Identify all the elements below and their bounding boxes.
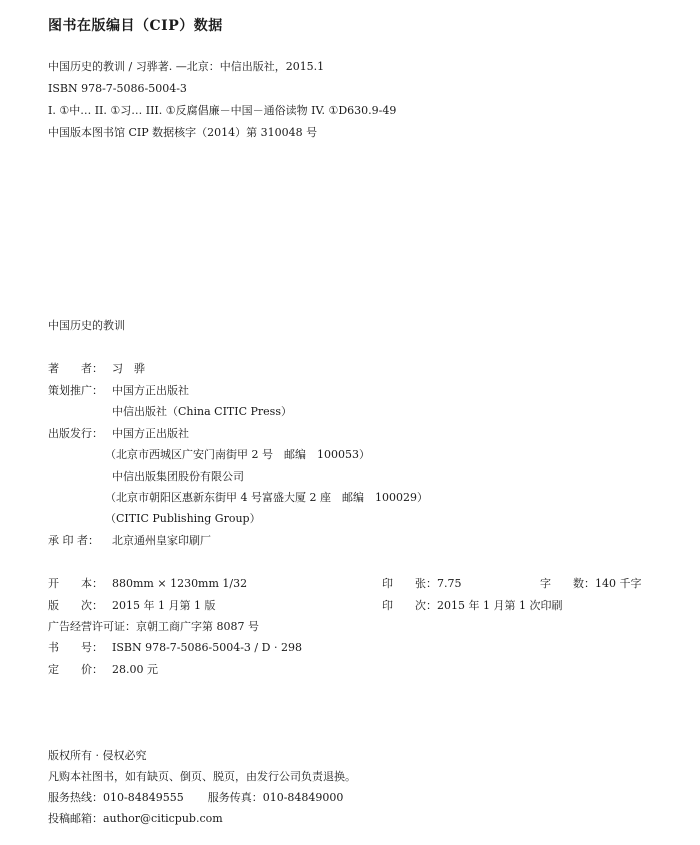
price-row <box>48 663 158 677</box>
isbn-row <box>48 641 302 655</box>
hotline-label: 服务热线： <box>48 791 103 804</box>
book-title: 中国历史的教训 <box>48 319 125 332</box>
publisher-label: 出版发行： <box>48 427 103 440</box>
price-value: 28.00 元 <box>112 663 158 676</box>
isbn-label: 书 号： <box>48 641 103 654</box>
words-value: 140 千字 <box>595 577 642 590</box>
printer-name: 北京通州皇家印刷厂 <box>112 534 211 547</box>
price-label: 定 价： <box>48 663 103 676</box>
format-label: 开 本： <box>48 577 103 590</box>
author-row <box>48 362 145 376</box>
planner-row <box>48 384 189 398</box>
publisher-name: 中国方正出版社 <box>112 427 189 440</box>
cip-line: 中国版本图书馆 CIP 数据核字（2014）第 310048 号 <box>48 126 318 139</box>
cip-title: 图书在版编目（CIP）数据 <box>48 18 223 34</box>
planner-name-2: 中信出版社（China CITIC Press） <box>112 405 292 418</box>
planner-label: 策划推广： <box>48 384 103 397</box>
sheets-row <box>382 577 462 591</box>
publisher-address-2: （北京市朝阳区惠新东街甲 4 号富盛大厦 2 座 邮编 100029） <box>105 491 428 504</box>
format-value: 880mm × 1230mm 1/32 <box>112 577 248 590</box>
cip-line: I. ①中… II. ①习… III. ①反腐倡廉－中国－通俗读物 IV. ①D630.9-49 <box>48 104 397 117</box>
author-label: 著 者： <box>48 362 103 375</box>
fax-label: 服务传真： <box>207 791 263 804</box>
contact-row <box>48 791 343 805</box>
printer-row <box>48 534 211 548</box>
email-row <box>48 812 223 826</box>
publisher-row <box>48 427 189 441</box>
cip-line: 中国历史的教训 / 习骅著. —北京：中信出版社，2015.1 <box>48 60 325 73</box>
printing-value: 2015 年 1 月第 1 次印刷 <box>437 599 563 612</box>
edition-value: 2015 年 1 月第 1 版 <box>112 599 216 612</box>
author-name: 习 骅 <box>112 362 145 375</box>
cip-line: ISBN 978-7-5086-5004-3 <box>48 82 187 95</box>
planner-name: 中国方正出版社 <box>112 384 189 397</box>
hotline-value: 010-84849555 <box>103 791 184 804</box>
edition-row <box>48 599 215 613</box>
copyright-notice: 版权所有 · 侵权必究 <box>48 749 147 762</box>
words-label: 字 数： <box>540 577 595 590</box>
printer-label: 承 印 者： <box>48 534 99 547</box>
format-row <box>48 577 247 591</box>
ad-license: 广告经营许可证：京朝工商广字第 8087 号 <box>48 620 259 633</box>
email-label: 投稿邮箱： <box>48 812 103 825</box>
publisher-name-2: 中信出版集团股份有限公司 <box>112 470 244 483</box>
printing-row <box>382 599 562 613</box>
edition-label: 版 次： <box>48 599 103 612</box>
email-value: author@citicpub.com <box>103 812 223 825</box>
words-row <box>540 577 642 591</box>
printing-label: 印 次： <box>382 599 437 612</box>
publisher-english-name: （CITIC Publishing Group） <box>105 512 261 525</box>
defects-notice: 凡购本社图书，如有缺页、倒页、脱页，由发行公司负责退换。 <box>48 770 356 783</box>
sheets-value: 7.75 <box>437 577 462 590</box>
publisher-address: （北京市西城区广安门南街甲 2 号 邮编 100053） <box>105 448 370 461</box>
sheets-label: 印 张： <box>382 577 437 590</box>
isbn-value: ISBN 978-7-5086-5004-3 / D · 298 <box>112 641 302 654</box>
fax-value: 010-84849000 <box>262 791 344 804</box>
